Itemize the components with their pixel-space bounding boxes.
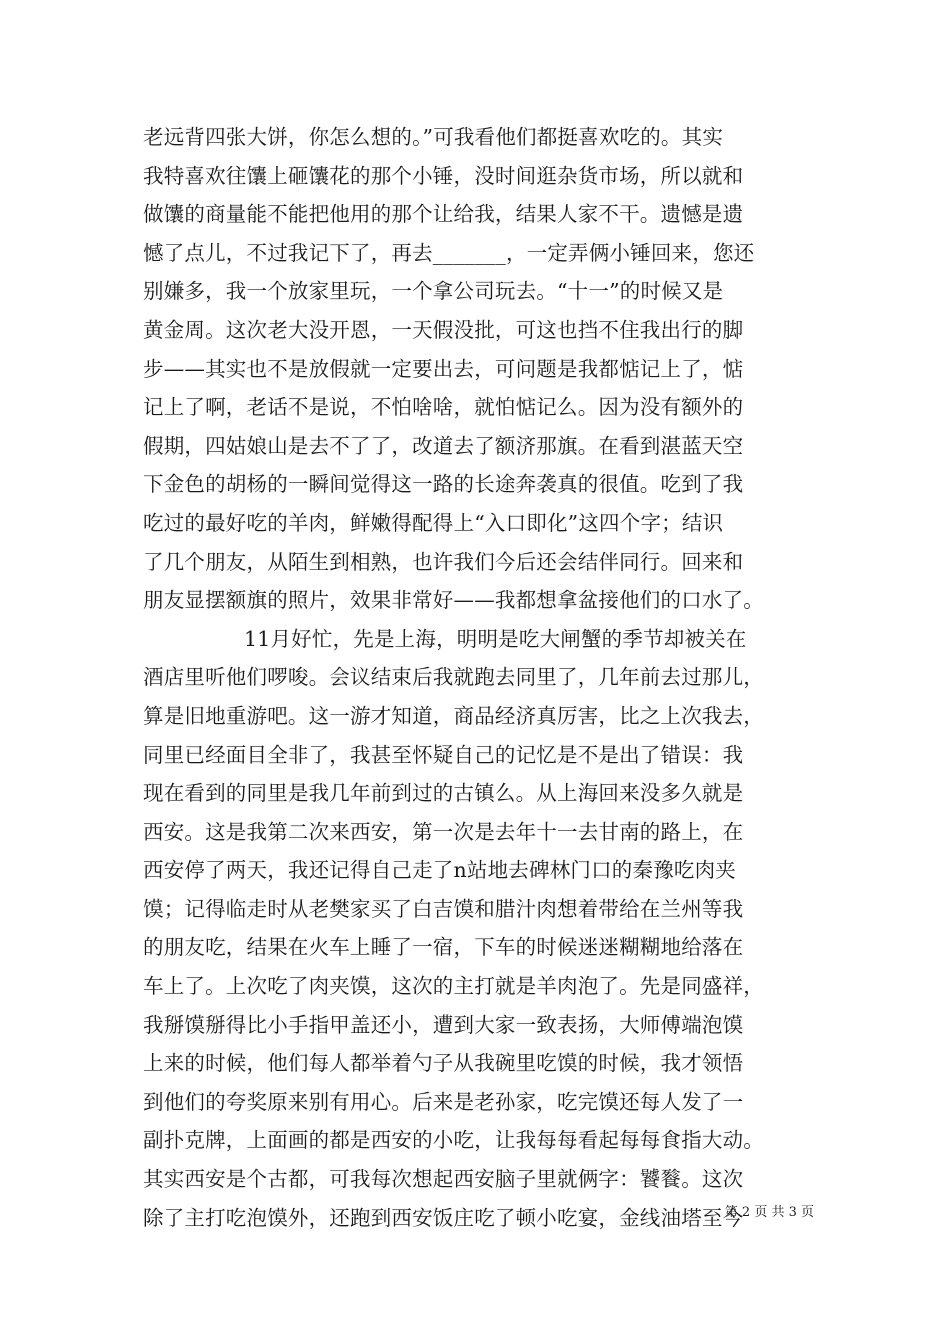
text-line: 我掰馍掰得比小手指甲盖还小，遭到大家一致表扬，大师傅端泡馍 <box>143 1012 744 1037</box>
text-line: 老远背四张大饼，你怎么想的。”可我看他们都挺喜欢吃的。其实 <box>143 125 724 149</box>
text-line: 吃过的最好吃的羊肉，鲜嫩得配得上“入口即化”这四个字；结识 <box>143 510 724 535</box>
text-line: 同里已经面目全非了，我甚至怀疑自己的记忆是不是出了错误：我 <box>143 742 744 767</box>
text-line: 我特喜欢往馕上砸馕花的那个小锤，没时间逛杂货市场，所以就和 <box>143 163 744 188</box>
text-line: 了几个朋友，从陌生到相熟，也许我们今后还会结伴同行。回来和 <box>143 549 744 574</box>
body-text <box>143 118 813 1237</box>
text-line: 下金色的胡杨的一瞬间觉得这一路的长途奔袭真的很值。吃到了我 <box>143 472 744 497</box>
text-line: 除了主打吃泡馍外，还跑到西安饭庄吃了顿小吃宴，金线油塔至今 <box>143 1205 744 1230</box>
paragraph-start-line: 11月好忙，先是上海，明明是吃大闸蟹的季节却被关在 <box>244 626 747 651</box>
text-line: 上来的时候，他们每人都举着勺子从我碗里吃馍的时候，我才领悟 <box>143 1051 744 1076</box>
text-line: 朋友显摆额旗的照片，效果非常好——我都想拿盆接他们的口水了。 <box>143 588 764 613</box>
text-line: 副扑克牌，上面画的都是西安的小吃，让我每每看起每每食指大动。 <box>143 1128 764 1153</box>
text-line: 西安停了两天，我还记得自己走了n站地去碑林门口的秦豫吃肉夹 <box>143 858 737 883</box>
text-line: 做馕的商量能不能把他用的那个让给我，结果人家不干。遗憾是遗 <box>143 202 744 227</box>
text-line: 步——其实也不是放假就一定要出去，可问题是我都惦记上了，惦 <box>143 356 744 381</box>
text-line: 酒店里听他们啰唆。会议结束后我就跑去同里了，几年前去过那儿， <box>143 665 764 690</box>
page-number: 第 2 页 共 3 页 <box>724 1205 814 1220</box>
text-line: 其实西安是个古都，可我每次想起西安脑子里就俩字：饕餮。这次 <box>143 1167 744 1192</box>
text-line: 馍；记得临走时从老樊家买了白吉馍和腊汁肉想着带给在兰州等我 <box>143 896 744 921</box>
text-line: 别嫌多，我一个放家里玩，一个拿公司玩去。“十一”的时候又是 <box>143 279 724 304</box>
text-line: 算是旧地重游吧。这一游才知道，商品经济真厉害，比之上次我去， <box>143 703 764 728</box>
text-line: 记上了啊，老话不是说，不怕啥啥，就怕惦记么。因为没有额外的 <box>143 395 744 420</box>
text-line: 现在看到的同里是我几年前到过的古镇么。从上海回来没多久就是 <box>143 781 744 806</box>
text-line: 的朋友吃，结果在火车上睡了一宿，下车的时候迷迷糊糊地给落在 <box>143 935 744 960</box>
text-line: 西安。这是我第二次来西安，第一次是去年十一去甘南的路上，在 <box>143 819 744 844</box>
text-line: 车上了。上次吃了肉夹馍，这次的主打就是羊肉泡了。先是同盛祥， <box>143 974 764 999</box>
text-line: 憾了点儿，不过我记下了，再去_______，一定弄俩小锤回来，您还 <box>143 240 755 265</box>
text-line: 假期，四姑娘山是去不了了，改道去了额济那旗。在看到湛蓝天空 <box>143 433 744 458</box>
text-line: 黄金周。这次老大没开恩，一天假没批，可这也挡不住我出行的脚 <box>143 317 744 342</box>
text-line: 到他们的夸奖原来别有用心。后来是老孙家，吃完馍还每人发了一 <box>143 1089 744 1114</box>
